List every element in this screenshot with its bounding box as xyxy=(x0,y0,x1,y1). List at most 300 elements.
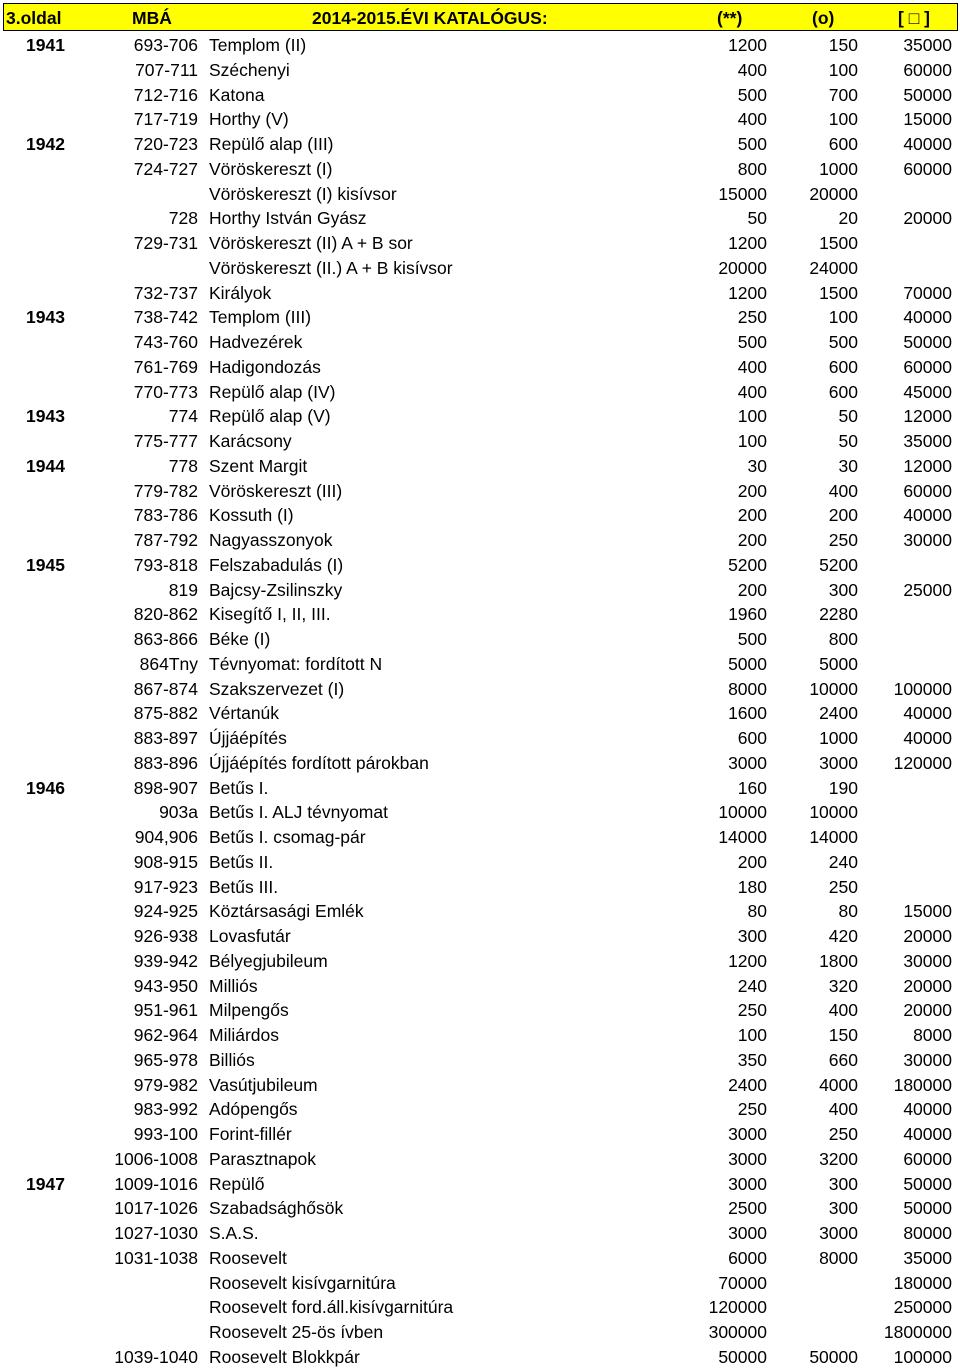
year-cell: 1947 xyxy=(26,1173,65,1194)
issue-name-cell: Adópengős xyxy=(209,1099,298,1120)
used-price-cell: 240 xyxy=(828,851,858,872)
catalog-number-cell: 898-907 xyxy=(133,777,198,798)
year-cell: 1942 xyxy=(26,134,65,154)
used-price-cell: 300 xyxy=(828,579,858,600)
table-row xyxy=(0,627,960,652)
cover-price-cell: 180000 xyxy=(893,1074,952,1095)
catalog-number-cell: 774 xyxy=(168,406,198,427)
table-row xyxy=(0,850,960,875)
catalog-number-cell: 904,906 xyxy=(134,827,198,847)
used-price-cell: 4000 xyxy=(819,1074,858,1095)
issue-name-cell: Széchenyi xyxy=(209,59,290,80)
mint-price-cell: 2400 xyxy=(728,1074,767,1095)
cover-price-cell: 1800000 xyxy=(883,1322,952,1342)
catalog-number-cell: 951-961 xyxy=(133,1000,198,1021)
mint-price-cell: 1600 xyxy=(728,703,767,724)
issue-name-cell: Betűs III. xyxy=(209,876,279,897)
used-price-cell: 24000 xyxy=(809,257,858,278)
cover-price-cell: 120000 xyxy=(893,752,952,773)
used-price-cell: 30 xyxy=(838,455,858,476)
issue-name-cell: Szabadsághősök xyxy=(209,1198,344,1219)
mint-price-cell: 180 xyxy=(737,876,767,897)
table-row xyxy=(0,454,960,479)
catalog-title: 2014-2015.ÉVI KATALÓGUS: xyxy=(312,8,548,28)
used-price-cell: 2280 xyxy=(819,604,858,625)
cover-column-header: [ □ ] xyxy=(898,8,930,28)
cover-price-cell: 45000 xyxy=(903,381,952,402)
table-row xyxy=(0,1221,960,1246)
issue-name-cell: Repülő xyxy=(209,1173,265,1194)
catalog-number-cell: 724-727 xyxy=(133,158,198,179)
mint-price-cell: 800 xyxy=(737,158,767,179)
issue-name-cell: Nagyasszonyok xyxy=(209,530,333,550)
used-price-cell: 660 xyxy=(828,1049,858,1070)
used-price-cell: 1000 xyxy=(819,728,858,748)
used-price-cell: 5000 xyxy=(819,653,858,674)
mint-price-cell: 3000 xyxy=(728,1124,767,1144)
cover-price-cell: 60000 xyxy=(903,59,952,80)
mint-price-cell: 300000 xyxy=(708,1322,767,1342)
issue-name-cell: Horthy (V) xyxy=(209,109,289,130)
catalog-number-cell: 732-737 xyxy=(133,282,198,303)
cover-price-cell: 35000 xyxy=(903,431,952,451)
mint-price-cell: 250 xyxy=(737,1099,767,1120)
catalog-number-cell: 720-723 xyxy=(133,134,198,154)
mint-price-cell: 70000 xyxy=(718,1272,767,1293)
cover-price-cell: 180000 xyxy=(893,1272,952,1293)
used-price-cell: 700 xyxy=(828,84,858,105)
catalog-number-cell: 743-760 xyxy=(133,332,198,352)
catalog-number-cell: 1009-1016 xyxy=(114,1173,198,1194)
mint-price-cell: 80 xyxy=(747,901,767,922)
mint-price-cell: 200 xyxy=(737,505,767,526)
catalog-number-cell: 924-925 xyxy=(133,901,198,922)
issue-name-cell: Vöröskereszt (III) xyxy=(209,480,343,501)
table-row xyxy=(0,206,960,231)
issue-name-cell: Kisegítő I, II, III. xyxy=(209,604,331,625)
table-row xyxy=(0,949,960,974)
used-price-cell: 1500 xyxy=(819,282,858,303)
cover-price-cell: 12000 xyxy=(903,406,952,427)
table-row xyxy=(0,1073,960,1098)
mint-price-cell: 500 xyxy=(737,629,767,649)
cover-price-cell: 40000 xyxy=(903,307,952,328)
issue-name-cell: Roosevelt 25-ös ívben xyxy=(209,1322,384,1342)
table-row xyxy=(0,157,960,182)
issue-name-cell: Milliós xyxy=(209,975,258,996)
table-row xyxy=(0,1023,960,1048)
mint-column-header: (**) xyxy=(717,8,743,28)
issue-name-cell: Bélyegjubileum xyxy=(209,950,328,971)
cover-price-cell: 60000 xyxy=(903,356,952,377)
used-price-cell: 5200 xyxy=(819,554,858,575)
used-price-cell: 800 xyxy=(828,629,858,649)
year-cell: 1943 xyxy=(26,406,65,427)
cover-price-cell: 30000 xyxy=(903,950,952,971)
cover-price-cell: 50000 xyxy=(903,332,952,352)
table-row xyxy=(0,899,960,924)
table-row xyxy=(0,553,960,578)
catalog-number-cell: 1039-1040 xyxy=(114,1346,198,1367)
used-price-cell: 250 xyxy=(828,876,858,897)
table-row xyxy=(0,132,960,157)
used-price-cell: 600 xyxy=(828,381,858,402)
table-row xyxy=(0,58,960,83)
mint-price-cell: 1200 xyxy=(728,233,767,253)
used-price-cell: 420 xyxy=(828,926,858,946)
mint-price-cell: 200 xyxy=(737,480,767,501)
cover-price-cell: 30000 xyxy=(903,1049,952,1070)
used-price-cell: 190 xyxy=(828,777,858,798)
mint-price-cell: 200 xyxy=(737,579,767,600)
used-price-cell: 14000 xyxy=(809,827,858,847)
used-price-cell: 300 xyxy=(828,1173,858,1194)
issue-name-cell: Vasútjubileum xyxy=(209,1074,318,1095)
mint-price-cell: 8000 xyxy=(728,678,767,699)
table-row xyxy=(0,1172,960,1197)
issue-name-cell: Katona xyxy=(209,84,265,105)
used-price-cell: 250 xyxy=(828,530,858,550)
catalog-number-cell: 867-874 xyxy=(133,678,198,699)
catalog-number-cell: 883-897 xyxy=(133,728,198,748)
mint-price-cell: 50000 xyxy=(718,1346,767,1367)
issue-name-cell: Roosevelt xyxy=(209,1247,287,1268)
cover-price-cell: 40000 xyxy=(903,1099,952,1120)
cover-price-cell: 60000 xyxy=(903,1148,952,1169)
table-row xyxy=(0,429,960,454)
catalog-number-cell: 728 xyxy=(168,208,198,229)
table-row xyxy=(0,380,960,405)
catalog-number-cell: 926-938 xyxy=(133,926,198,946)
catalog-number-cell: 908-915 xyxy=(133,851,198,872)
cover-price-cell: 70000 xyxy=(903,282,952,303)
cover-price-cell: 50000 xyxy=(903,1173,952,1194)
catalog-number-cell: 965-978 xyxy=(133,1049,198,1070)
cover-price-cell: 60000 xyxy=(903,480,952,501)
catalog-number-cell: 917-923 xyxy=(133,876,198,897)
used-price-cell: 400 xyxy=(828,1099,858,1120)
table-row xyxy=(0,800,960,825)
mint-price-cell: 20000 xyxy=(718,257,767,278)
mint-price-cell: 1960 xyxy=(728,604,767,625)
issue-name-cell: Repülő alap (V) xyxy=(209,406,331,427)
mba-label: MBÁ xyxy=(132,8,172,28)
cover-price-cell: 40000 xyxy=(903,505,952,526)
mint-price-cell: 300 xyxy=(737,926,767,946)
issue-name-cell: Vöröskereszt (II) A + B sor xyxy=(209,233,413,253)
used-price-cell: 100 xyxy=(828,59,858,80)
catalog-number-cell: 712-716 xyxy=(133,84,198,105)
table-row xyxy=(0,652,960,677)
issue-name-cell: Vöröskereszt (I) xyxy=(209,158,333,179)
catalog-number-cell: 1031-1038 xyxy=(114,1247,198,1268)
issue-name-cell: Betűs I. ALJ tévnyomat xyxy=(209,802,388,823)
issue-name-cell: Újjáépítés fordított párokban xyxy=(209,752,429,773)
used-price-cell: 600 xyxy=(828,356,858,377)
mint-price-cell: 400 xyxy=(737,109,767,130)
table-row xyxy=(0,924,960,949)
issue-name-cell: Parasztnapok xyxy=(209,1148,317,1169)
used-price-cell: 3000 xyxy=(819,1223,858,1243)
cover-price-cell: 20000 xyxy=(903,975,952,996)
used-price-cell: 50000 xyxy=(809,1346,858,1367)
used-price-cell: 400 xyxy=(828,480,858,501)
cover-price-cell: 20000 xyxy=(903,1000,952,1021)
table-row xyxy=(0,355,960,380)
used-price-cell: 400 xyxy=(828,1000,858,1021)
table-row xyxy=(0,677,960,702)
table-row xyxy=(0,1345,960,1370)
mint-price-cell: 3000 xyxy=(728,1148,767,1169)
issue-name-cell: Forint-fillér xyxy=(209,1124,292,1144)
catalog-number-cell: 819 xyxy=(168,579,198,600)
cover-price-cell: 12000 xyxy=(903,455,952,476)
used-price-cell: 2400 xyxy=(819,703,858,724)
year-cell: 1946 xyxy=(26,777,65,798)
used-price-cell: 300 xyxy=(828,1198,858,1219)
issue-name-cell: Repülő alap (III) xyxy=(209,134,334,154)
cover-price-cell: 50000 xyxy=(903,1198,952,1219)
table-row xyxy=(0,33,960,58)
cover-price-cell: 40000 xyxy=(903,134,952,154)
mint-price-cell: 250 xyxy=(737,307,767,328)
mint-price-cell: 400 xyxy=(737,59,767,80)
catalog-number-cell: 717-719 xyxy=(133,109,198,130)
issue-name-cell: Betűs II. xyxy=(209,851,274,872)
used-price-cell: 250 xyxy=(828,1124,858,1144)
issue-name-cell: Szakszervezet (I) xyxy=(209,678,345,699)
issue-name-cell: Betűs I. csomag-pár xyxy=(209,827,366,847)
issue-name-cell: Hadigondozás xyxy=(209,356,321,377)
used-price-cell: 80 xyxy=(838,901,858,922)
used-price-cell: 20000 xyxy=(809,183,858,204)
cover-price-cell: 250000 xyxy=(893,1297,952,1318)
catalog-table xyxy=(0,33,960,1370)
issue-name-cell: Újjáépítés xyxy=(209,728,287,748)
cover-price-cell: 80000 xyxy=(903,1223,952,1243)
mint-price-cell: 500 xyxy=(737,332,767,352)
catalog-number-cell: 693-706 xyxy=(133,35,198,55)
mint-price-cell: 15000 xyxy=(718,183,767,204)
table-row xyxy=(0,182,960,207)
issue-name-cell: Roosevelt ford.áll.kisívgarnitúra xyxy=(209,1297,454,1318)
table-row xyxy=(0,107,960,132)
issue-name-cell: Templom (II) xyxy=(209,35,307,55)
issue-name-cell: Roosevelt Blokkpár xyxy=(209,1346,360,1367)
issue-name-cell: Béke (I) xyxy=(209,629,271,649)
cover-price-cell: 40000 xyxy=(903,728,952,748)
catalog-number-cell: 783-786 xyxy=(133,505,198,526)
used-price-cell: 150 xyxy=(828,1025,858,1045)
cover-price-cell: 35000 xyxy=(903,35,952,55)
table-row xyxy=(0,330,960,355)
mint-price-cell: 100 xyxy=(737,406,767,427)
mint-price-cell: 1200 xyxy=(728,35,767,55)
table-row xyxy=(0,825,960,850)
issue-name-cell: Betűs I. xyxy=(209,777,269,798)
used-price-cell: 500 xyxy=(828,332,858,352)
issue-name-cell: Felszabadulás (I) xyxy=(209,554,344,575)
catalog-number-cell: 775-777 xyxy=(133,431,198,451)
mint-price-cell: 500 xyxy=(737,84,767,105)
catalog-number-cell: 770-773 xyxy=(133,381,198,402)
table-row xyxy=(0,974,960,999)
issue-name-cell: Kossuth (I) xyxy=(209,505,294,526)
cover-price-cell: 100000 xyxy=(893,1346,952,1367)
issue-name-cell: Vöröskereszt (I) kisívsor xyxy=(209,183,397,204)
mint-price-cell: 400 xyxy=(737,356,767,377)
mint-price-cell: 1200 xyxy=(728,282,767,303)
table-row xyxy=(0,1147,960,1172)
catalog-number-cell: 943-950 xyxy=(133,975,198,996)
cover-price-cell: 40000 xyxy=(903,1124,952,1144)
mint-price-cell: 3000 xyxy=(728,1173,767,1194)
catalog-number-cell: 793-818 xyxy=(133,554,198,575)
issue-name-cell: Hadvezérek xyxy=(209,332,303,352)
table-row xyxy=(0,1295,960,1320)
table-row xyxy=(0,701,960,726)
issue-name-cell: Milpengős xyxy=(209,1000,289,1021)
catalog-number-cell: 1006-1008 xyxy=(114,1148,198,1169)
cover-price-cell: 20000 xyxy=(903,208,952,229)
mint-price-cell: 400 xyxy=(737,381,767,402)
table-row xyxy=(0,1097,960,1122)
catalog-number-cell: 707-711 xyxy=(135,59,198,80)
table-row xyxy=(0,578,960,603)
mint-price-cell: 100 xyxy=(737,1025,767,1045)
mint-price-cell: 10000 xyxy=(718,802,767,823)
cover-price-cell: 25000 xyxy=(903,579,952,600)
used-price-cell: 320 xyxy=(828,975,858,996)
issue-name-cell: Horthy István Gyász xyxy=(209,208,367,229)
mint-price-cell: 5000 xyxy=(728,653,767,674)
table-row xyxy=(0,875,960,900)
year-cell: 1945 xyxy=(26,554,65,575)
issue-name-cell: Templom (III) xyxy=(209,307,312,328)
mint-price-cell: 240 xyxy=(737,975,767,996)
catalog-number-cell: 778 xyxy=(168,455,198,476)
table-row xyxy=(0,1122,960,1147)
mint-price-cell: 600 xyxy=(737,728,767,748)
table-row xyxy=(0,256,960,281)
cover-price-cell: 60000 xyxy=(903,158,952,179)
used-price-cell: 100 xyxy=(828,109,858,130)
cover-price-cell: 40000 xyxy=(903,703,952,724)
table-row xyxy=(0,1048,960,1073)
table-row xyxy=(0,998,960,1023)
issue-name-cell: Lovasfutár xyxy=(209,926,291,946)
mint-price-cell: 1200 xyxy=(728,950,767,971)
used-price-cell: 150 xyxy=(828,35,858,55)
mint-price-cell: 200 xyxy=(737,851,767,872)
mint-price-cell: 100 xyxy=(737,431,767,451)
issue-name-cell: Billiós xyxy=(209,1049,255,1070)
catalog-number-cell: 883-896 xyxy=(133,752,198,773)
used-price-cell: 3200 xyxy=(819,1148,858,1169)
table-row xyxy=(0,1320,960,1345)
catalog-number-cell: 761-769 xyxy=(133,356,198,377)
cover-price-cell: 15000 xyxy=(903,109,952,130)
used-price-cell: 1000 xyxy=(819,158,858,179)
mint-price-cell: 250 xyxy=(737,1000,767,1021)
catalog-header xyxy=(3,3,958,31)
issue-name-cell: Királyok xyxy=(209,282,272,303)
mint-price-cell: 14000 xyxy=(718,827,767,847)
mint-price-cell: 6000 xyxy=(728,1247,767,1268)
catalog-number-cell: 962-964 xyxy=(133,1025,198,1045)
catalog-number-cell: 1017-1026 xyxy=(114,1198,198,1219)
issue-name-cell: Köztársasági Emlék xyxy=(209,901,364,922)
table-row xyxy=(0,751,960,776)
cover-price-cell: 20000 xyxy=(903,926,952,946)
cover-price-cell: 30000 xyxy=(903,530,952,550)
used-price-cell: 3000 xyxy=(819,752,858,773)
table-row xyxy=(0,602,960,627)
issue-name-cell: Bajcsy-Zsilinszky xyxy=(209,579,343,600)
mint-price-cell: 50 xyxy=(747,208,767,229)
cover-price-cell: 8000 xyxy=(913,1025,952,1045)
used-price-cell: 8000 xyxy=(819,1247,858,1268)
used-price-cell: 1800 xyxy=(819,950,858,971)
table-row xyxy=(0,479,960,504)
used-price-cell: 10000 xyxy=(809,802,858,823)
used-price-cell: 10000 xyxy=(809,678,858,699)
catalog-number-cell: 729-731 xyxy=(133,233,198,253)
table-row xyxy=(0,281,960,306)
catalog-number-cell: 864Tny xyxy=(139,653,198,674)
page-label: 3.oldal xyxy=(6,8,62,28)
used-price-cell: 20 xyxy=(838,208,858,229)
table-row xyxy=(0,503,960,528)
catalog-number-cell: 787-792 xyxy=(133,530,198,550)
mint-price-cell: 5200 xyxy=(728,554,767,575)
table-row xyxy=(0,231,960,256)
table-row xyxy=(0,726,960,751)
table-row xyxy=(0,1271,960,1296)
issue-name-cell: Vöröskereszt (II.) A + B kisívsor xyxy=(209,257,453,278)
used-column-header: (o) xyxy=(812,8,835,28)
used-price-cell: 600 xyxy=(828,134,858,154)
catalog-number-cell: 979-982 xyxy=(133,1074,198,1095)
issue-name-cell: S.A.S. xyxy=(209,1223,259,1243)
used-price-cell: 200 xyxy=(828,505,858,526)
mint-price-cell: 350 xyxy=(737,1049,767,1070)
table-row xyxy=(0,305,960,330)
year-cell: 1944 xyxy=(26,455,65,476)
table-row xyxy=(0,404,960,429)
table-row xyxy=(0,776,960,801)
catalog-number-cell: 983-992 xyxy=(133,1099,198,1120)
catalog-number-cell: 738-742 xyxy=(133,307,198,328)
mint-price-cell: 3000 xyxy=(728,752,767,773)
mint-price-cell: 30 xyxy=(747,455,767,476)
cover-price-cell: 35000 xyxy=(903,1247,952,1268)
mint-price-cell: 120000 xyxy=(708,1297,767,1318)
mint-price-cell: 500 xyxy=(737,134,767,154)
catalog-number-cell: 820-862 xyxy=(133,604,198,625)
mint-price-cell: 200 xyxy=(737,530,767,550)
issue-name-cell: Tévnyomat: fordított N xyxy=(209,653,383,674)
mint-price-cell: 160 xyxy=(737,777,767,798)
cover-price-cell: 50000 xyxy=(903,84,952,105)
used-price-cell: 50 xyxy=(838,406,858,427)
mint-price-cell: 3000 xyxy=(728,1223,767,1243)
catalog-number-cell: 863-866 xyxy=(133,629,198,649)
used-price-cell: 50 xyxy=(838,431,858,451)
used-price-cell: 100 xyxy=(828,307,858,328)
table-row xyxy=(0,1196,960,1221)
cover-price-cell: 100000 xyxy=(893,678,952,699)
